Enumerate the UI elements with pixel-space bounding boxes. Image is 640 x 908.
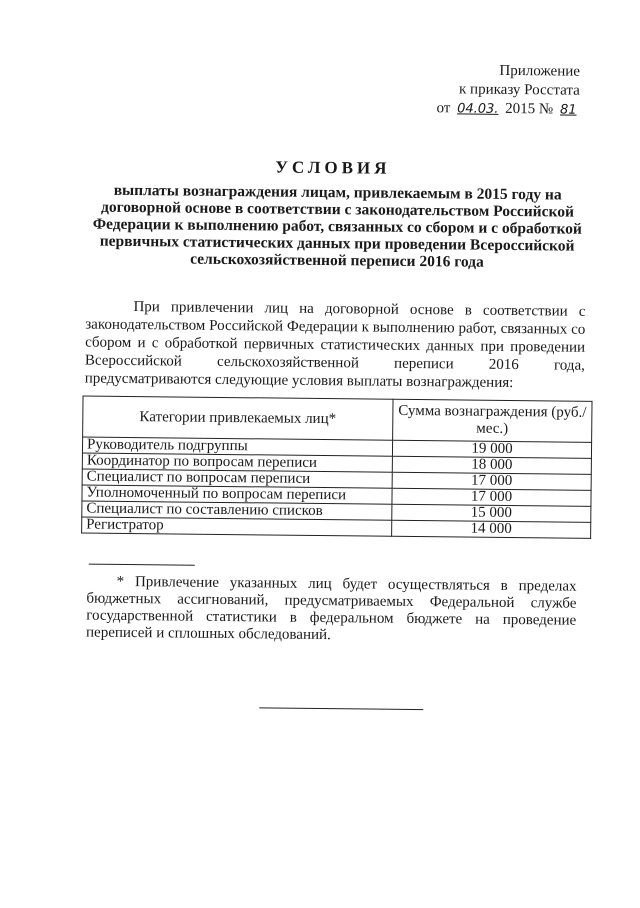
row-category: Координатор по вопросам переписи: [82, 453, 392, 472]
row-category: Руководитель подгруппы: [82, 437, 392, 456]
document-title: УСЛОВИЯ: [275, 157, 391, 178]
footnote-text: * Привлечение указанных лиц будет осуществляться в пределах бюджетных ассигнований, предусматриваемых Федеральной службе государственной статистики в федеральном бюджете на проведение переписей и сплошных обследований.: [85, 573, 577, 644]
header-category: Категории привлекаемых лиц*: [83, 396, 393, 440]
handwritten-order-number: 81: [559, 102, 577, 118]
row-amount: 17 000: [392, 472, 591, 490]
row-amount: 18 000: [392, 456, 591, 474]
document-subtitle: выплаты вознаграждения лицам, привлекаемым в 2015 году на договорной основе в соответствии с законодательством Российской Федерации к выполнению работ, связанных со сбором и с обработкой первичных статистических данных при проведении Всероссийской сельскохозяйственной переписи 2016 года: [92, 181, 582, 271]
attachment-block: [436, 61, 580, 119]
row-category: Специалист по вопросам переписи: [82, 469, 392, 488]
footnote-divider: [89, 564, 195, 566]
row-amount: 15 000: [392, 504, 591, 522]
row-amount: 14 000: [392, 520, 591, 538]
table-header-row: [83, 396, 592, 442]
handwritten-date: 04.03.: [457, 101, 499, 117]
date-prefix: от: [436, 100, 451, 117]
row-amount: 17 000: [392, 488, 591, 506]
attachment-label: Приложение: [499, 62, 581, 80]
row-category: Специалист по составлению списков: [82, 501, 392, 520]
intro-paragraph: При привлечении лиц на договорной основе в соответствии с законодательством Российской Федерации к выполнению работ, связанных со сбором и с обработкой первичных статистических данных при проведении Всероссийской сельскохозяйственной переписи 2016 года, предусматриваются следующие условия выплаты вознаграждения:: [84, 299, 586, 392]
row-category: Уполномоченный по вопросам переписи: [82, 485, 392, 504]
year-number-label: 2015 №: [505, 100, 554, 118]
row-category: Регистратор: [82, 517, 392, 536]
header-amount: Сумма вознаграждения (руб./мес.): [393, 399, 592, 442]
attachment-date-line: [436, 99, 579, 119]
rewards-table: [81, 396, 592, 539]
attachment-order-ref: к приказу Росстата: [458, 81, 580, 99]
row-amount: 19 000: [392, 440, 591, 458]
end-of-document-line: [259, 707, 423, 710]
